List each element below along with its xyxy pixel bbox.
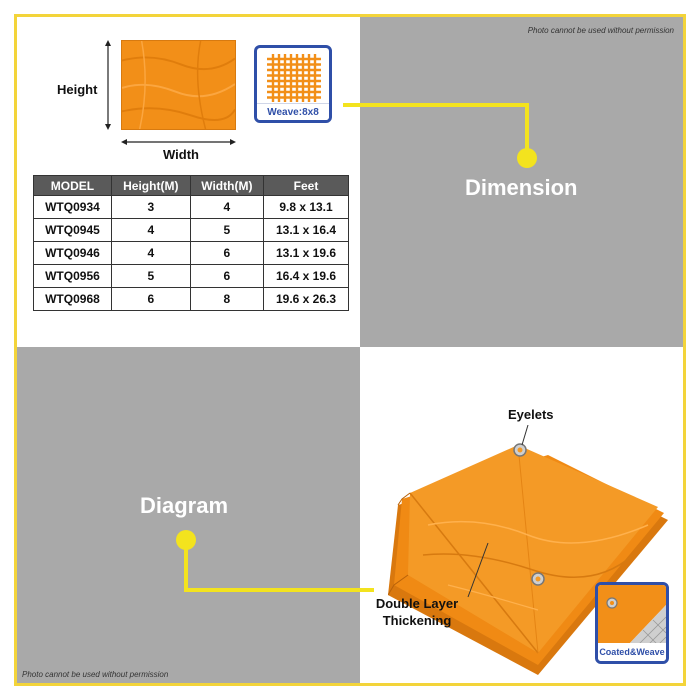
height-arrow [104, 40, 112, 130]
spec-table [33, 175, 349, 311]
header-model: MODEL [34, 176, 112, 196]
table-row [34, 219, 349, 242]
table-row [34, 288, 349, 311]
cell-width: 6 [190, 265, 263, 288]
cell-width: 8 [190, 288, 263, 311]
cell-width: 4 [190, 196, 263, 219]
tarp-swatch-image [121, 40, 236, 130]
cell-model: WTQ0945 [34, 219, 112, 242]
dimension-title: Dimension [465, 175, 578, 200]
weave-badge [254, 45, 332, 123]
eyelet-icon [514, 444, 526, 456]
cell-width: 5 [190, 219, 263, 242]
width-arrow [121, 138, 236, 146]
cell-feet: 16.4 x 19.6 [264, 265, 349, 288]
cell-height: 4 [111, 242, 190, 265]
watermark-top: Photo cannot be used without permission [527, 26, 674, 35]
weave-badge-label: Weave:8x8 [257, 103, 329, 120]
eyelet-icon [532, 573, 544, 585]
cell-height: 5 [111, 265, 190, 288]
eyelets-label: Eyelets [508, 407, 554, 422]
cell-height: 4 [111, 219, 190, 242]
cell-feet: 19.6 x 26.3 [264, 288, 349, 311]
cell-model: WTQ0968 [34, 288, 112, 311]
width-label: Width [163, 147, 199, 162]
header-width: Width(M) [190, 176, 263, 196]
cell-model: WTQ0956 [34, 265, 112, 288]
cell-feet: 13.1 x 16.4 [264, 219, 349, 242]
header-height: Height(M) [111, 176, 190, 196]
watermark-bottom: Photo cannot be used without permission [22, 670, 169, 679]
coated-weave-label: Coated&Weave [598, 643, 666, 661]
cell-model: WTQ0946 [34, 242, 112, 265]
diagram-title: Diagram [140, 493, 229, 518]
cell-feet: 13.1 x 19.6 [264, 242, 349, 265]
height-label: Height [57, 82, 98, 97]
cell-model: WTQ0934 [34, 196, 112, 219]
weave-grid-icon [267, 54, 321, 102]
cell-height: 6 [111, 288, 190, 311]
table-row [34, 242, 349, 265]
coated-weave-badge [595, 582, 669, 664]
double-layer-label: Double Layer Thickening [375, 596, 459, 628]
cell-height: 3 [111, 196, 190, 219]
table-row [34, 265, 349, 288]
header-feet: Feet [264, 176, 349, 196]
table-header-row [34, 176, 349, 196]
cell-width: 6 [190, 242, 263, 265]
cell-feet: 9.8 x 13.1 [264, 196, 349, 219]
coated-fabric-icon [598, 585, 666, 645]
table-row [34, 196, 349, 219]
